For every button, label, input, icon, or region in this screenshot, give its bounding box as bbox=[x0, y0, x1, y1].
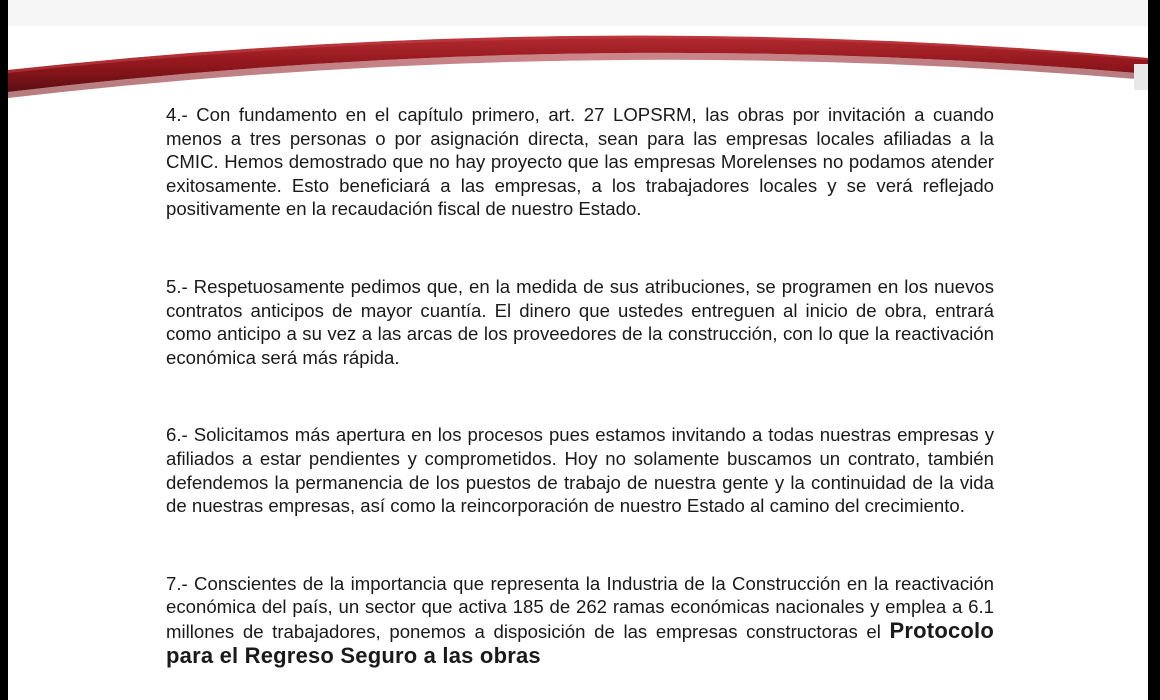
letterhead-band bbox=[8, 0, 1148, 100]
paragraph-4: 4.- Con fundamento en el capítulo primero, art. 27 LOPSRM, las obras por invitación a cuando menos a tres personas o por asignación directa, sean para las empresas locales afiliadas a la CMIC. Hemos demostrado que no hay proyecto que las empresas Morelenses no podamos atender exitosamente. Esto beneficiará a las empresas, a los trabajadores locales y se verá reflejado positivamente en la recaudación fiscal de nuestro Estado. bbox=[166, 104, 994, 220]
paragraph-5: 5.- Respetuosamente pedimos que, en la medida de sus atribuciones, se programen en los nuevos contratos anticipos de mayor cuantía. El dinero que ustedes entreguen al inicio de obra, entrará como anticipo a su vez a las arcas de los proveedores de la construcción, con lo que la reactivación económica será más rápida. bbox=[166, 275, 994, 368]
paragraph-7-text: 7.- Conscientes de la importancia que representa la Industria de la Construcción en la reactivación económica del país, un sector que activa 185 de 262 ramas económicas nacionales y emplea a 6.1 millones de trabajadores, ponemos a disposición de las empresas constructoras el bbox=[166, 572, 994, 642]
left-edge-border bbox=[0, 0, 8, 700]
right-edge-border bbox=[1148, 0, 1160, 700]
letterhead-curve-graphic bbox=[8, 0, 1148, 100]
document-page bbox=[8, 0, 1148, 700]
document-body bbox=[166, 103, 994, 700]
paragraph-7 bbox=[166, 572, 994, 668]
paragraph-6: 6.- Solicitamos más apertura en los procesos pues estamos invitando a todas nuestras empresas y afiliados a estar pendientes y comprometidos. Hoy no solamente buscamos un contrato, también defendemos la permanencia de los puestos de trabajo de nuestra gente y la continuidad de la vida de nuestras empresas, así como la reincorporación de nuestro Estado al camino del crecimiento. bbox=[166, 424, 994, 517]
protocol-title: Protocolo para el Regreso Seguro a las obras bbox=[166, 617, 994, 668]
